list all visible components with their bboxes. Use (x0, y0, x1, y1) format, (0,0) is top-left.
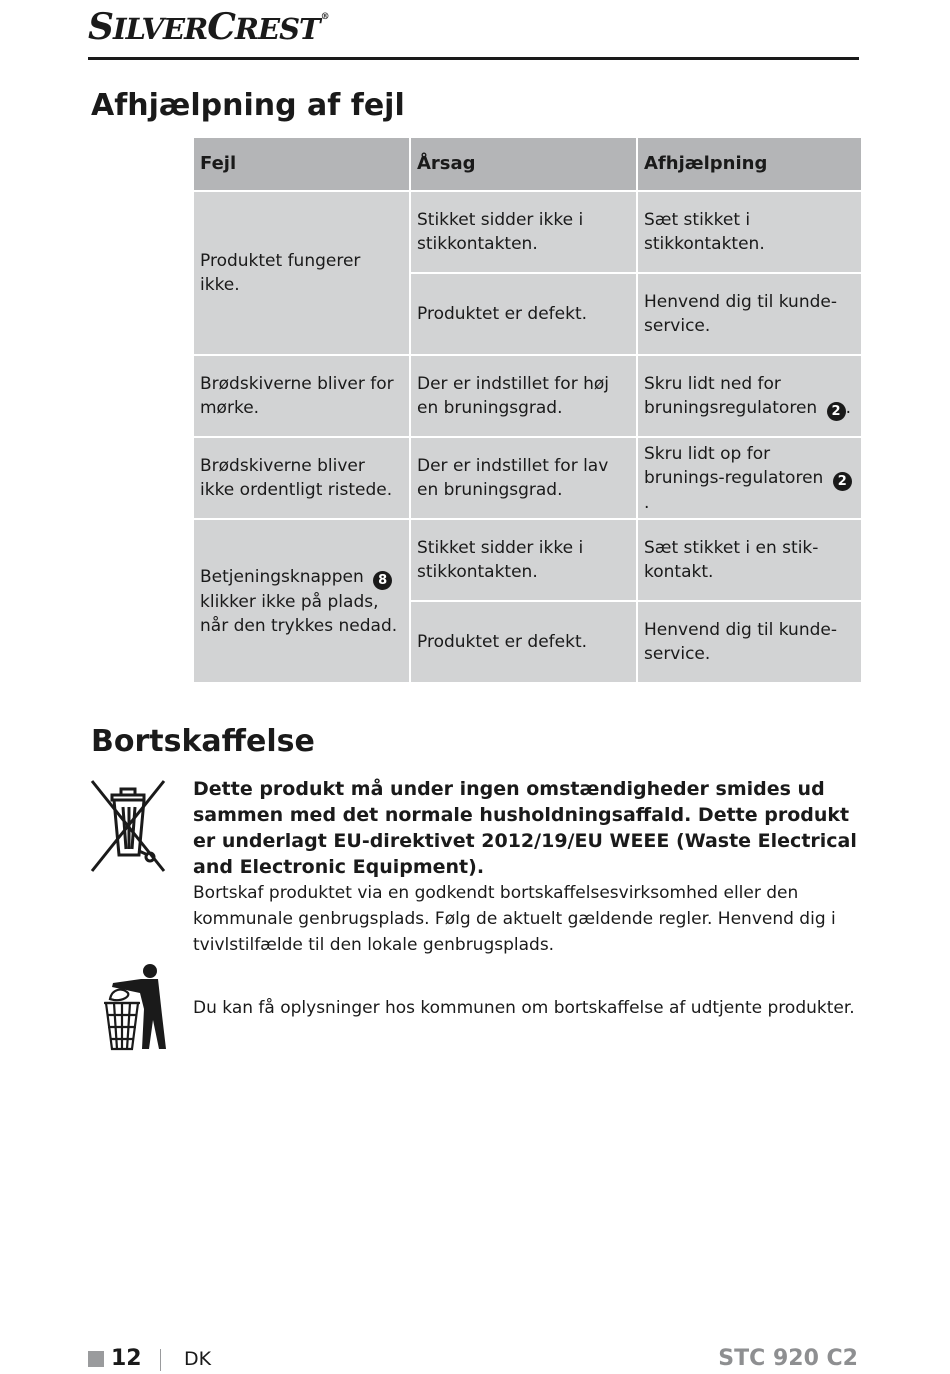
page-number: 12 (111, 1346, 142, 1371)
remedy-cell: Sæt stikket i stikkontakten. (638, 192, 861, 272)
table-row (194, 192, 861, 272)
cause-cell: Stikket sidder ikke i stikkontakten. (411, 520, 636, 600)
remedy-cell (638, 438, 861, 518)
person-throwing-trash-icon (100, 963, 170, 1053)
disposal-warning: Dette produkt må under ingen omstændigheder smides ud sammen med det normale husholdningsaffald. Dette produkt er underlagt EU-direktivet 2012/19/EU WEEE (Waste Electrical and Electronic Equipment). (193, 778, 857, 878)
column-header-cause: Årsag (411, 138, 636, 190)
cause-cell: Stikket sidder ikke i stikkontakten. (411, 192, 636, 272)
brand-logo-c: C (207, 6, 235, 48)
disposal-info: Du kan få oplysninger hos kommunen om bortskaffelse af udtjente produkter. (193, 998, 855, 1018)
brand-logo-rest: REST (234, 12, 320, 46)
crossed-bin-icon (90, 779, 166, 873)
disposal-title: Bortskaffelse (91, 724, 315, 759)
reference-badge: 2 (827, 402, 846, 421)
reference-badge: 2 (833, 472, 852, 491)
table-header-row (194, 138, 861, 190)
remedy-cell: Henvend dig til kunde-service. (638, 274, 861, 354)
footer-language: DK (184, 1348, 212, 1370)
remedy-text: Skru lidt op for brunings-regulatoren (644, 443, 824, 488)
fault-cell (194, 520, 409, 682)
table-row (194, 356, 861, 436)
disposal-instructions: Bortskaf produktet via en godkendt bortskaffelsesvirksomhed eller den kommunale genbrugsplads. Følg de aktuelt gældende regler. Henvend dig i tvivlstilfælde til den lokale genbrugsplads. (193, 883, 836, 955)
column-header-fault: Fejl (194, 138, 409, 190)
cause-cell: Produktet er defekt. (411, 602, 636, 682)
fault-text: Betjeningsknappen (200, 566, 364, 587)
table-row (194, 438, 861, 518)
remedy-cell: Sæt stikket i en stik-kontakt. (638, 520, 861, 600)
brand-logo-s: S (88, 6, 113, 48)
reference-badge: 8 (373, 571, 392, 590)
remedy-suffix: . (644, 492, 650, 513)
troubleshooting-title: Afhjælpning af fejl (91, 88, 405, 123)
brand-logo-ilver: ILVER (113, 12, 208, 46)
footer-divider (160, 1349, 161, 1371)
cause-cell: Der er indstillet for lav en bruningsgrad. (411, 438, 636, 518)
footer-model: STC 920 C2 (718, 1346, 858, 1371)
header-rule (88, 57, 859, 60)
registered-mark: ® (320, 12, 329, 22)
cause-cell: Der er indstillet for høj en bruningsgrad. (411, 356, 636, 436)
footer-square-icon (88, 1351, 104, 1367)
troubleshooting-table (192, 136, 863, 684)
fault-cell: Brødskiverne bliver for mørke. (194, 356, 409, 436)
column-header-remedy: Afhjælpning (638, 138, 861, 190)
remedy-text: Skru lidt ned for bruningsregulatoren (644, 373, 818, 418)
remedy-cell: Henvend dig til kunde-service. (638, 602, 861, 682)
remedy-cell (638, 356, 861, 436)
fault-suffix: klikker ikke på plads, når den trykkes nedad. (200, 591, 398, 636)
fault-cell: Brødskiverne bliver ikke ordentligt ristede. (194, 438, 409, 518)
cause-cell: Produktet er defekt. (411, 274, 636, 354)
table-row (194, 520, 861, 600)
remedy-suffix: . (845, 397, 851, 418)
brand-logo (88, 6, 329, 48)
fault-cell: Produktet fungerer ikke. (194, 192, 409, 354)
